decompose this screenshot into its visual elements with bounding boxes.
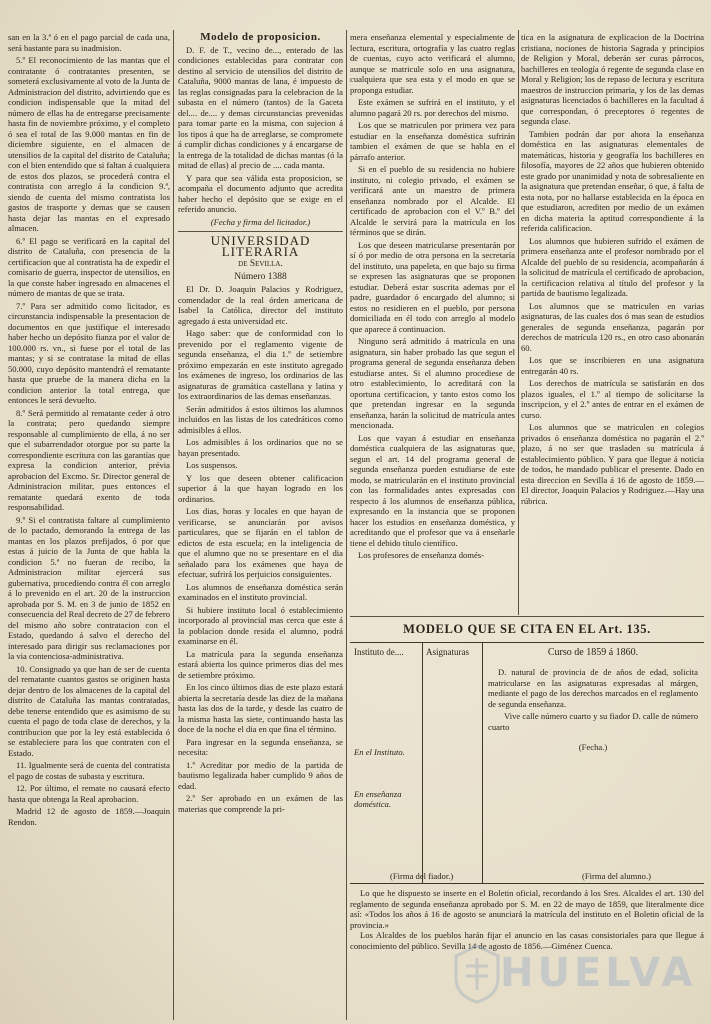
university-subheading: de Sevilla. — [238, 259, 283, 269]
paragraph: Los que deseen matricularse presentarán por sí ó por medio de otra persona en la secretaría del instituto, una papeleta, en que bajo su firma se expresen las asignaturas que se proponen estudiar. Deberá estar suscrita ademas por el padre, guardador ó encargado del alumno; si estos no residieren en el pueblo, por persona domiciliada en él todo con arreglo al modelo que aparece á continuacion. — [350, 239, 515, 334]
paragraph: Los dias, horas y locales en que hayan de verificarse, se anunciarán por avisos particulares, que se fijarán en el tablon de edictos de esta escuela; en la inteligencia de que el alumno que no se presentare en el dia señalado para los exámenes que haya de efectuar, sufrirá los perjuicios consiguientes. — [178, 506, 343, 579]
column-4 — [521, 32, 704, 642]
paragraph: 7.º Para ser admitido como licitador, es circunstancia indispensable la presentacion de documentos en que justifique el interesado haber hecho un depósito fianza por el valor de 100.000 rs. vn., si fuese por el total de las mantas; y si se contratase la mitad de ellas 50.000, cuyo depósito mantendrá el rematante hasta que pruebe de la manera dicha en la condicion anterior la total entrega, que entonces le será devuelto. — [8, 300, 170, 405]
paragraph: 10. Consignado ya que han de ser de cuenta del rematante cuantos gastos se originen hasta dejar dentro de los almacenes de la capital del distrito de Cataluña las mantas contratadas, debe tenerse entendido que es asimismo de su cuenta el pago de toda clase de derechos, y la contribucion que por la ley está establecida ó se estableciere para los que contraten con el Estado. — [8, 663, 170, 758]
signature-line: Madrid 12 de agosto de 1859.—Joaquin Rendon. — [8, 806, 170, 827]
form-column-asignaturas — [422, 643, 483, 883]
paragraph: mera enseñanza elemental y especialmente de lectura, escritura, ortografía y las cuatro reglas de cuentas, cuyo acto verificará el alumno, aunque se matricule solo en una asignatura, cualquiera que sea esta y el modo en que se proponga estudiar. — [350, 32, 515, 95]
column-2 — [178, 32, 343, 1020]
form-column-curso — [482, 643, 704, 883]
archive-watermark: HUELVA — [500, 950, 697, 996]
paragraph: Los alumnos de enseñanza doméstica serán examinados en el instituto provincial. — [178, 581, 343, 602]
form-date: (Fecha.) — [578, 742, 608, 752]
paragraph: 12. Por último, el remate no causará efecto hasta que obtenga la Real aprobacion. — [8, 783, 170, 804]
paragraph: El Dr. D. Joaquin Palacios y Rodriguez, comendador de la real órden americana de Isabel la Católica, director del instituto agregado á esta universidad etc. — [178, 284, 343, 326]
university-heading: UNIVERSIDAD LITERARIA — [210, 233, 311, 259]
paragraph: Este exámen se sufrirá en el instituto, y el alumno pagará 20 rs. por derechos del mismo. — [350, 97, 515, 118]
paragraph: Si en el pueblo de su residencia no hubiere instituto, ni colegio privado, el exámen se verificará ante un maestro de primera enseñanza nombrado por el Alcalde. El certificado de aprobacion con el V.º B.º del Alcalde le servirá para la matrícula en los términos que se dirán. — [350, 164, 515, 237]
paragraph: En los cinco últimos dias de este plazo estará abierta la secretaría desde las diez de la mañana hasta las dos de la tarde, y desde las cuatro de la misma hasta las siete, continuando hasta las doce de la noche el dia en que fina el término. — [178, 682, 343, 734]
model-signature: (Fecha y firma del licitador.) — [210, 216, 311, 227]
paragraph: 9.º Si el contratista faltare al cumplimiento de lo pactado, demorando la entrega de las mantas en los plazos prefijados, ó por que estas á juicio de la Junta de que habla la condicion 5.ª no fueran de recibo, la Administracion militar ejercerá sus gubernativa, procediendo contra él con arreglo á lo prevenido en el art. 20 de la instruccion aprobada por S. M. en 3 de junio de 1852 en consecuencia del Real decreto de 27 de febrero del mismo año sobre contratacion con el Estado, quedando á salvo el derecho del interesado para dirigir sus reclamaciones por la via contenciosa-administrativa. — [8, 514, 170, 661]
section-rule — [178, 231, 343, 232]
paragraph: Serán admitidos á estos últimos los alumnos incluidos en las listas de los catedráticos como admisibles á ellos. — [178, 403, 343, 435]
form-body-address: Vive calle número cuarto y su fiador D. calle de número cuarto — [488, 711, 698, 732]
form-column-instituto — [350, 643, 423, 883]
paragraph: 2.º Ser aprobado en un exámen de las materias que comprende la pri- — [178, 793, 343, 814]
paragraph: Ninguno será admitido á matrícula en una asignatura, sin haber probado las que segun el programa general de segunda enseñanza deben estudiarse antes. Si el alumno procediese de otro establecimiento, lo acreditará con la oportuna certificacion, y tanto estos como los que pretendan ingresar en la segunda enseñanza, harán la solicitud de matrícula antes mencionada. — [350, 336, 515, 430]
column-divider — [173, 30, 174, 1020]
enrollment-form-model — [350, 642, 704, 884]
form-body — [488, 667, 698, 753]
paragraph: Y los que deseen obtener calificacion superior á la que hayan logrado en los ordinarios. — [178, 472, 343, 504]
paragraph: 1.º Acreditar por medio de la partida de bautismo legalizada haber cumplido 9 años de edad. — [178, 759, 343, 791]
notice-number: Número 1388 — [234, 271, 287, 282]
form-label-en-instituto: En el Instituto. — [354, 747, 405, 757]
paragraph: Los que vayan á estudiar en enseñanza doméstica cualquiera de las asignaturas que, segun el art. 14 del programa general de segunda enseñanza pueden estudiarse de este modo, se matricularán en el instituto provincial con las formalidades antes expresadas con respecto á los alumnos de enseñanza pública, expresando en la instancia que se proponen hacer los estudios en enseñanza doméstica, y acreditando que el profesor que va á enseñarle tiene el debido título científico. — [350, 432, 515, 548]
section-rule — [350, 616, 704, 617]
column-divider — [346, 30, 347, 1020]
paragraph: Los alumnos que se matriculen en varias asignaturas, de las cuales dos ó mas sean de estudios generales de segunda enseñanza, pagarán por derechos de matrícula 120 rs., en otro caso abonarán 60. — [521, 300, 704, 353]
paragraph: Tambien podrán dar por ahora la enseñanza doméstica en las asignaturas elementales de matemáticas, historia y geografía los bachilleres en filosofía, mayores de 22 años que hubieren obtenido este grado por unanimidad y nota de sobresaliente en la asignatura que pretendan enseñar, ó que, á falta de esta nota, por no hallarse establecida en la época en que estudiaron, acrediten por medio de un exámen en dicha materia la aptitud correspondiente á la referida calificacion. — [521, 128, 704, 233]
form-header-curso: Curso de 1859 á 1860. — [547, 647, 639, 658]
column-3 — [350, 32, 515, 642]
form-model-title: MODELO QUE SE CITA EN EL Art. 135. — [403, 622, 651, 636]
column-divider — [518, 30, 519, 615]
paragraph: Si hubiere instituto local ó establecimiento incorporado al provincial mas cerca que este á la poblacion donde resida el alumno, podrá examinarse en él. — [178, 604, 343, 646]
paragraph: 8.º Será permitido al rematante ceder á otro la contrata; pero quedando siempre responsable al cumplimiento de ella, á no ser que el subarrendador otorgue por su parte la correspondiente escritura con las garantías que expresa la condicion anterior, prévia aprobacion del Excmo. Sr. Director general de Administracion militar, pues entonces el rematante quedará exento de toda responsabilidad. — [8, 407, 170, 512]
archive-seal-icon — [452, 944, 502, 1004]
paragraph: Lo que he dispuesto se inserte en el Boletin oficial, recordando á los Sres. Alcaldes el art. 130 del reglamento de segunda enseñanza aprobado por S. M. en 22 de mayo de 1859, que literalmente dice así: «Todos los años á 16 de agosto se anunciará la matrícula del instituto en el Boletin oficial de la provincia.» — [350, 888, 704, 930]
paragraph: 5.º El reconocimiento de las mantas que el contratante ó contratantes presenten, se someterá exclusivamente al voto de la Junta de Administracion del distrito, advirtiendo que es condicion indispensable que la mitad del número de ellas ha de entregarse precisamente hasta fin de noviembre próximo, y el completo ó sea el total de las 9.000 mantas en fin de diciembre siguiente, en el almacen de utensilios de la capital del distrito de Cataluña; con el bien entendido que si faltan á cualquiera de estos dos plazos, se procederá contra el contratista con arreglo á la condicion 9.ª, siendo de cuenta del mismo contratista los gastos de trasporte y demas que se causen hasta dejar las mantas en el expresado almacen. — [8, 55, 170, 233]
form-body-text: D. natural de provincia de de años de edad, solicita matricularse en las asignaturas expresadas al márgen, mediante el pago de los derechos marcados en el reglamento de segunda enseñanza. — [488, 667, 698, 709]
paragraph: Los que se inscribieren en una asignatura entregarán 40 rs. — [521, 355, 704, 376]
paragraph: La matrícula para la segunda enseñanza estará abierta los quince primeros dias del mes de setiembre próximo. — [178, 648, 343, 680]
column-1 — [8, 32, 170, 1020]
paragraph: D. F. de T., vecino de..., enterado de las condiciones establecidas para contratar con destino al servicio de utensilios del distrito de Cataluña, 9000 mantas de lana, é impuesto de las reglas consignadas para la celebracion de la subasta en el número (tantos) de la Gaceta del.... de.... y demas circunstancias prevenidas para tomar parte en la misma, con sujecion á los tipos á que ha de arreglarse, se compromete á cumplir dichas condiciones y á encargarse de la entrega de la totalidad de dichas mantas (ó la mitad de ellas) al precio de .... cada manta. — [178, 44, 343, 170]
paragraph: Los profesores de enseñanza domés- — [358, 550, 484, 560]
form-label-en-domestica: En enseñanza doméstica. — [354, 789, 402, 809]
paragraph: Los que se matriculen por primera vez para estudiar en la enseñanza doméstica sufrirán tambien el exámen de que se habla en el párrafo anterior. — [350, 120, 515, 162]
paragraph: Hago saber: que de conformidad con lo prevenido por el reglamento vigente de segunda enseñanza, el dia 1.º de setiembre próximo empezarán en este instituto agregado los exámenes de ingreso, los ordinarios de las asignaturas de gramática castellana y latina y los extraordinarios de las demas enseñanzas. — [178, 328, 343, 401]
paragraph: Para ingresar en la segunda enseñanza, se necesita: — [178, 736, 343, 757]
paragraph: tica en la asignatura de explicacion de la Doctrina cristiana, nociones de historia Sagrada y principios de Religion y Moral, deberán ser curas párrocos, bachilleres en teología ó regente de segunda clase en Moral y Religion; los de repaso de lectura y escritura maestros de instruccion primaria, y los de las demas asignaturas licenciados ó bachilleres en la facultad á que correspondan, ó preceptores ó regentes de segunda clase. — [521, 32, 704, 126]
paragraph: Los alumnos que hubieren sufrido el exámen de primera enseñanza ante el profesor nombrado por el Alcalde del pueblo de su residencia, acompañarán á la solicitud de matrícula el certificado de aprobacion, la certificacion relativa al título del profesor y la partida de bautismo legalizada. — [521, 235, 704, 298]
paragraph: 6.º El pago se verificará en la capital del distrito de Cataluña, con presencia de la certificacion que al contratista ha de expedir el comisario de guerra, inspector de utensilios, en la que conste haber ingresado en almacenes el número de mantas de que se trata. — [8, 235, 170, 298]
paragraph: san en la 3.ª ó en el pago parcial de cada una, será bastante para su inadmision. — [8, 32, 170, 53]
form-header-instituto: Instituto de.... — [354, 647, 404, 657]
form-signature-fiador: (Firma del fiador.) — [390, 871, 454, 881]
paragraph: Los alumnos que se matriculen en colegios privados ó enseñanza doméstica no pagarán el 2.º plazo, á no ser que trasladen su matrícula á establecimiento público. Y para que llegue á noticia de todos, he mandado publicar el presente. Dado en esta direccion en Sevilla á 16 de agosto de 1859.—El director, Joaquin Palacios y Rodriguez.—Hay una rúbrica. — [521, 422, 704, 506]
paragraph: 11. Igualmente será de cuenta del contratista el pago de costas de subasta y escritura. — [8, 760, 170, 781]
paragraph: Y para que sea válida esta proposicion, se acompaña el documento adjunto que acredita haber hecho el depósito que se exige en el referido anuncio. — [178, 172, 343, 214]
paragraph: Los admisibles á los ordinarios que no se hayan presentado. — [178, 437, 343, 458]
form-header-asignaturas: Asignaturas — [426, 647, 469, 657]
paragraph: Los Alcaldes de los pueblos harán fijar el anuncio en las casas consistoriales para que llegue á conocimiento del público. Sevilla 14 de agosto de 1856.—Giménez Cuenca. — [350, 930, 704, 951]
paragraph: Los derechos de matrícula se satisfarán en dos plazos iguales, el 1.º al tiempo de solicitarse la inscripcion, y el 2.º antes de entrar en el exámen de curso. — [521, 378, 704, 420]
paragraph: Los suspensos. — [186, 460, 238, 470]
model-heading: Modelo de proposicion. — [200, 32, 321, 43]
form-signature-alumno: (Firma del alumno.) — [582, 871, 651, 881]
